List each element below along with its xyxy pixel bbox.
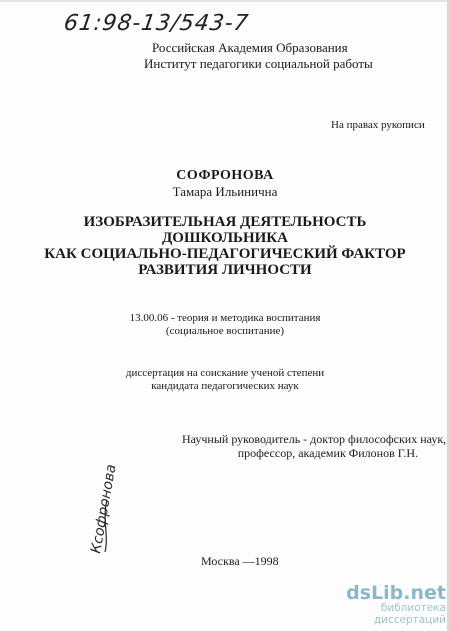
- dslib-watermark[interactable]: [310, 582, 446, 626]
- specialty-code: 13.00.06 - теория и методика воспитания: [129, 312, 321, 324]
- supervisor-line-2: профессор, академик Филонов Г.Н.: [237, 446, 418, 460]
- supervisor-line-1: Научный руководитель - доктор философских наук,: [182, 432, 447, 446]
- signature-text: Ксофронова: [88, 463, 120, 555]
- author-given-names: Тамара Ильинична: [172, 184, 278, 199]
- degree-line-1: диссертация на соискание ученой степени: [125, 367, 325, 379]
- title-line-4: РАЗВИТИЯ ЛИЧНОСТИ: [138, 262, 312, 278]
- city-year: Москва —1998: [201, 554, 279, 568]
- organization-line-2: Институт педагогики социальной работы: [144, 56, 373, 71]
- specialty-subtitle: (социальное воспитание): [165, 325, 285, 337]
- title-line-3: КАК СОЦИАЛЬНО-ПЕДАГОГИЧЕСКИЙ ФАКТОР: [44, 246, 406, 262]
- watermark-logo: [310, 582, 446, 604]
- title-line-2: ДОШКОЛЬНИКА: [161, 230, 289, 246]
- scan-edge-top: [0, 0, 450, 2]
- watermark-logo-suffix: .net: [403, 582, 446, 604]
- title-line-1: ИЗОБРАЗИТЕЛЬНАЯ ДЕЯТЕЛЬНОСТЬ: [83, 214, 367, 230]
- rights-note: На правах рукописи: [331, 119, 425, 131]
- organization-line-1: Российская Академия Образования: [152, 40, 348, 55]
- degree-line-2: кандидата педагогических наук: [151, 380, 299, 392]
- watermark-tagline: библиотека диссертаций: [373, 602, 446, 626]
- watermark-logo-prefix: dsLib: [346, 582, 404, 604]
- handwritten-signature: [78, 463, 120, 558]
- dissertation-title: [0, 214, 450, 278]
- author-surname: СОФРОНОВА: [176, 168, 274, 183]
- handwritten-archive-number: 61:98-13/543-7: [62, 11, 251, 36]
